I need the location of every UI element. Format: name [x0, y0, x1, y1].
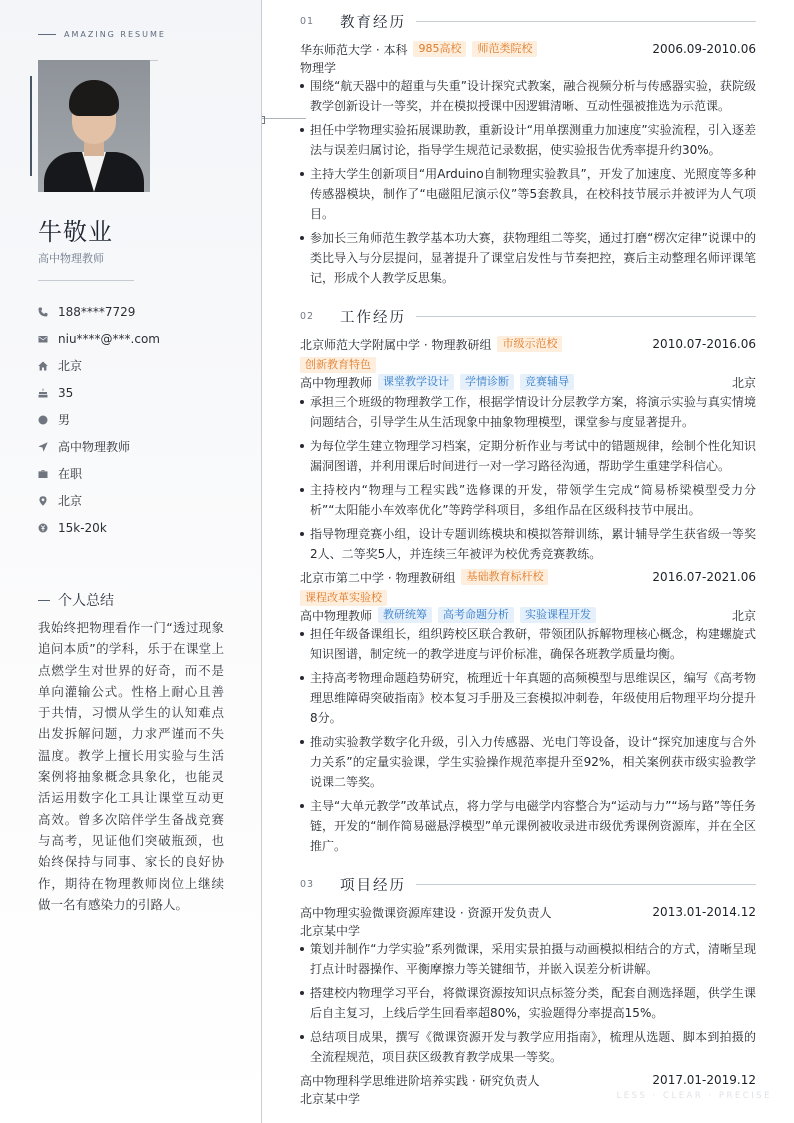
list-item: 参加长三角师范生教学基本功大赛，获物理组二等奖，通过打磨“楞次定律”说课中的类比导入与分层提问，显著提升了课堂启发性与节奏把控，赛后主动整理名师评课笔记，形成个人教学反思集。	[300, 228, 756, 288]
school-name: 华东师范大学 · 本科	[300, 42, 408, 57]
section-number: 03	[300, 878, 315, 890]
contact-value: 北京	[58, 359, 83, 373]
list-item: 主导“大单元教学”改革试点，将力学与电磁学内容整合为“运动与力”“场与路”等任务链，开发的“制作简易磁悬浮模型”单元课例被收录进市级优秀课例资源库，并在全区推广。	[300, 796, 756, 856]
date-range: 2006.09-2010.06	[652, 42, 756, 56]
position: 高中物理教师	[300, 375, 373, 390]
tag: 基础教育标杆校	[461, 569, 548, 585]
section-title: 工作经历	[340, 309, 406, 326]
job-row	[300, 335, 756, 353]
salary-icon	[38, 523, 48, 533]
project-org: 北京某中学	[300, 924, 361, 938]
summary-text: 我始终把物理看作一门“透过现象追问本质”的学科，乐于在课堂上点燃学生对世界的好奇，而不是单向灌输公式。性格上耐心且善于共情，习惯从学生的认知难点出发拆解问题，力求严谨而不失温度。教学上擅长用实验与生活案例将抽象概念具象化，也能灵活运用数字化工具让课堂互动更高效。曾多次陪伴学生备战竞赛与高考，见证他们突破瓶颈，也始终保持与同事、家长的良好协作，期待在物理教师岗位上继续做一名有感染力的引路人。	[38, 620, 224, 912]
list-item: 策划并制作“力学实验”系列微课，采用实景拍摄与动画模拟相结合的方式，清晰呈现打点计时器操作、平衡摩擦力等关键细节，并嵌入误差分析讲解。	[300, 939, 756, 979]
list-item: 围绕“航天器中的超重与失重”设计探究式教案，融合视频分析与传感器实验，获院级教学创新设计一等奖，并在模拟授课中因逻辑清晰、互动性强被推选为示范课。	[300, 76, 756, 116]
list-item: 推动实验教学数字化升级，引入力传感器、光电门等设备，设计“探究加速度与合外力关系”的定量实验课，学生实验操作规范率提升至92%，相关案例获市级实验教学说课二等奖。	[300, 732, 756, 792]
job-row	[300, 568, 756, 586]
tag: 985高校	[413, 41, 466, 57]
connector-bracket	[262, 116, 265, 124]
contact-value: 男	[58, 413, 71, 427]
contact-value: 高中物理教师	[58, 440, 131, 454]
job-bullets	[300, 624, 756, 856]
list-item: 主持高考物理命题趋势研究，梳理近十年真题的高频模型与思维误区，编写《高考物理思维障碍突破指南》校本复习手册及三套模拟冲刺卷，年级使用后物理平均分提升8分。	[300, 668, 756, 728]
photo-accent-bar	[30, 76, 32, 176]
job-tag-row	[300, 589, 756, 607]
contact-value: 在职	[58, 467, 83, 481]
skill-tag: 竞赛辅导	[520, 374, 574, 390]
skill-tag: 学情诊断	[460, 374, 514, 390]
education-row	[300, 40, 756, 58]
location-pin-icon	[38, 496, 48, 506]
contact-intent	[38, 433, 160, 460]
person-role: 高中物理教师	[38, 252, 104, 265]
contact-phone	[38, 298, 160, 325]
project-name: 高中物理实验微课资源库建设 · 资源开发负责人	[300, 905, 552, 920]
date-range: 2016.07-2021.06	[652, 570, 756, 584]
org-name: 北京师范大学附属中学 · 物理教研组	[300, 337, 492, 352]
job-bullets	[300, 392, 756, 564]
major: 物理学	[300, 61, 337, 75]
section-number: 01	[300, 15, 315, 27]
contact-value: 北京	[58, 494, 83, 508]
position-row	[300, 606, 756, 624]
tag: 市级示范校	[497, 336, 562, 352]
project-row	[300, 1071, 756, 1089]
contact-value: 15k-20k	[58, 520, 107, 535]
list-item: 总结项目成果，撰写《微课资源开发与教学应用指南》，梳理从选题、脚本到拍摄的全流程规范，项目获区级教育教学成果一等奖。	[300, 1027, 756, 1067]
contact-email	[38, 325, 160, 352]
cake-icon	[38, 388, 48, 398]
project-bullets	[300, 939, 756, 1067]
tag: 创新教育特色	[300, 357, 376, 373]
contact-city	[38, 352, 160, 379]
brand	[38, 30, 166, 39]
section-education-heading	[300, 11, 756, 31]
profile-photo	[38, 60, 150, 192]
position: 高中物理教师	[300, 608, 373, 623]
list-item: 承担三个班级的物理教学工作，根据学情设计分层教学方案，将演示实验与真实情境问题结合，引导学生从生活现象中抽象物理模型，课堂参与度显著提升。	[300, 392, 756, 432]
list-item: 搭建校内物理学习平台，将微课资源按知识点标签分类，配套自测选择题，供学生课后自主复习，上线后学生回看率超80%，实验题得分率提高15%。	[300, 983, 756, 1023]
contact-location	[38, 487, 160, 514]
summary-heading	[38, 590, 114, 610]
list-item: 担任年级备课组长，组织跨校区联合教研，带领团队拆解物理核心概念，构建螺旋式知识图谱，制定统一的教学进度与评价标准，确保各班教学质量均衡。	[300, 624, 756, 664]
job-tag-row	[300, 356, 756, 374]
project-name: 高中物理科学思维进阶培养实践 · 研究负责人	[300, 1073, 540, 1088]
list-item: 为每位学生建立物理学习档案，定期分析作业与考试中的错题规律，绘制个性化知识漏洞图谱，并利用课后时间进行一对一学习路径沟通，帮助学生重建学科信心。	[300, 436, 756, 476]
date-range: 2017.01-2019.12	[652, 1073, 756, 1087]
contact-status	[38, 460, 160, 487]
contact-list	[38, 298, 160, 541]
contact-salary	[38, 514, 160, 541]
brand-line	[38, 34, 56, 35]
list-item: 担任中学物理实验拓展课助教，重新设计“用单摆测重力加速度”实验流程，引入逐差法与误差归属讨论，指导学生规范记录数据，使实验报告优秀率提升约30%。	[300, 120, 756, 160]
project-row	[300, 903, 756, 921]
contact-value: 35	[58, 385, 74, 400]
org-name: 北京市第二中学 · 物理教研组	[300, 570, 456, 585]
person-name: 牛敬业	[38, 218, 113, 246]
job-city: 北京	[731, 375, 756, 390]
footer-watermark: LESS · CLEAR · PRECISE	[616, 1091, 772, 1101]
position-row	[300, 373, 756, 391]
home-icon	[38, 361, 48, 371]
date-range: 2010.07-2016.06	[652, 337, 756, 351]
job-city: 北京	[731, 608, 756, 623]
contact-gender	[38, 406, 160, 433]
list-item: 主持大学生创新项目“用Arduino自制物理实验教具”，开发了加速度、光照度等多种传感器模块，制作了“电磁阻尼演示仪”等5套教具，在校科技节展示并被评为人气项目。	[300, 164, 756, 224]
skill-tag: 课堂教学设计	[378, 374, 454, 390]
list-item: 指导物理竞赛小组，设计专题训练模块和模拟答辩训练，累计辅导学生获省级一等奖2人、二等奖5人，并连续三年被评为校优秀竞赛教练。	[300, 524, 756, 564]
list-item: 主持校内“物理与工程实践”选修课的开发，带领学生完成“简易桥梁模型受力分析”“太阳能小车效率优化”等跨学科项目，多组作品在区级科技节中展出。	[300, 480, 756, 520]
phone-icon	[38, 307, 48, 317]
tag: 课程改革实验校	[300, 590, 387, 606]
section-number: 02	[300, 310, 315, 322]
gender-icon	[38, 415, 48, 425]
contact-age	[38, 379, 160, 406]
date-range: 2013.01-2014.12	[652, 905, 756, 919]
brand-label: AMAZING RESUME	[64, 30, 166, 39]
section-work-heading	[300, 306, 756, 326]
contact-value: 188****7729	[58, 304, 136, 319]
contact-value: niu****@***.com	[58, 331, 160, 346]
skill-tag: 教研统筹	[378, 607, 432, 623]
briefcase-icon	[38, 469, 48, 479]
email-icon	[38, 334, 48, 344]
skill-tag: 实验课程开发	[520, 607, 596, 623]
section-projects-heading	[300, 874, 756, 894]
skill-tag: 高考命题分析	[438, 607, 514, 623]
send-icon	[38, 442, 48, 452]
sidebar	[0, 0, 262, 1123]
section-title: 教育经历	[340, 14, 406, 31]
section-title: 项目经历	[340, 877, 406, 894]
tag: 师范类院校	[472, 41, 537, 57]
divider	[38, 280, 134, 281]
education-bullets	[300, 76, 756, 288]
summary-title: 个人总结	[58, 593, 114, 609]
project-org: 北京某中学	[300, 1092, 361, 1106]
